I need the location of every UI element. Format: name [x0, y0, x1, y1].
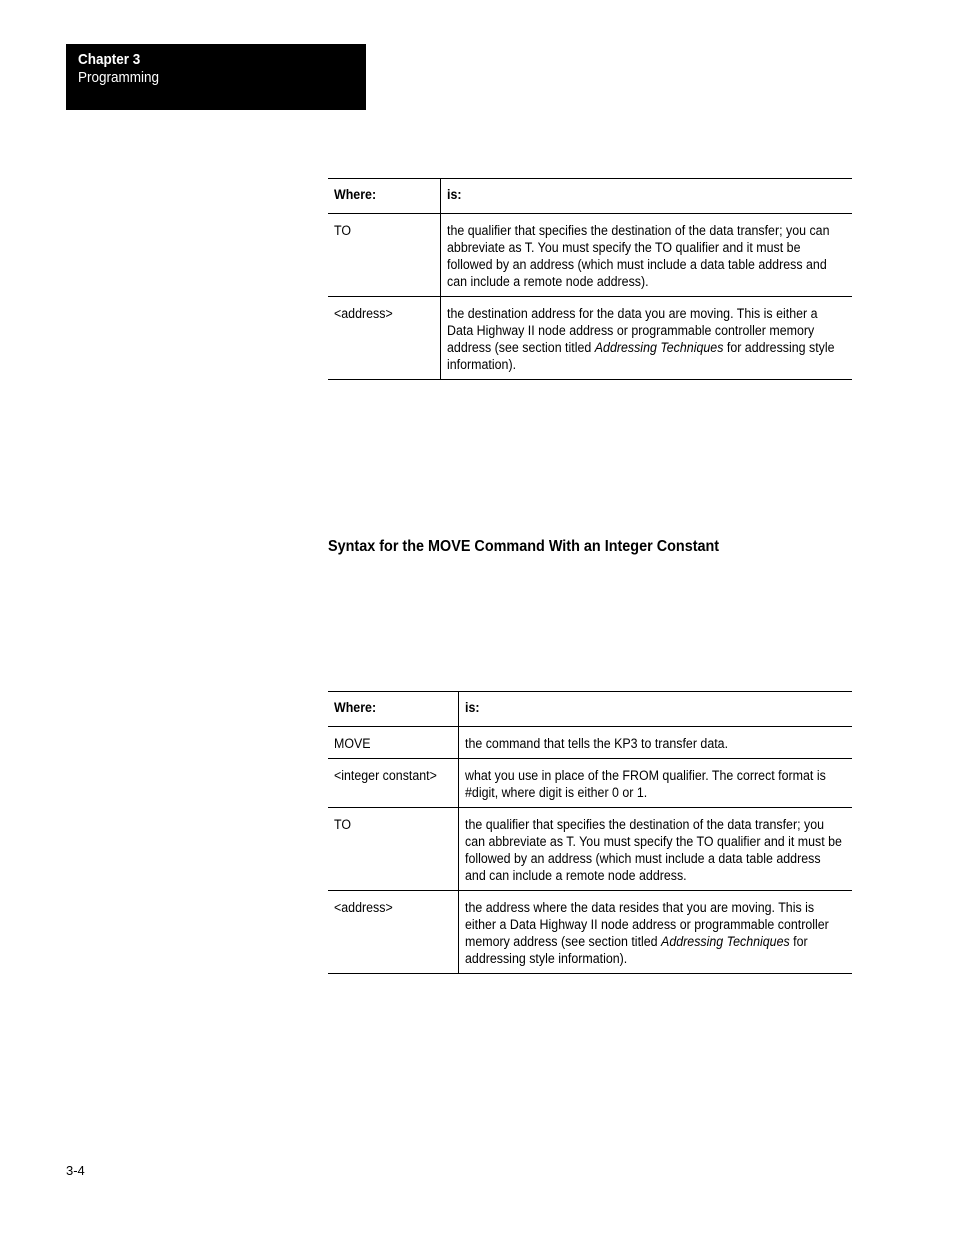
column-header-where: Where:	[328, 692, 459, 727]
definition-table-2	[328, 691, 852, 974]
chapter-header	[66, 44, 366, 110]
page-number: 3-4	[66, 1163, 85, 1178]
chapter-label: Chapter 3	[78, 51, 141, 68]
definition-table-1	[328, 178, 852, 380]
section-heading: Syntax for the MOVE Command With an Integer Constant	[328, 538, 720, 555]
column-header-where: Where:	[328, 179, 441, 214]
definition-cell: the address where the data resides that you are moving. This is either a Data Highway II node address or programmable controller memory address (see section titled Addressing Techniques for addressing style information).	[465, 900, 829, 966]
definition-cell: what you use in place of the FROM qualifier. The correct format is #digit, where digit is either 0 or 1.	[465, 768, 826, 800]
term-cell: <address>	[328, 297, 441, 380]
table-header-row	[328, 692, 852, 727]
table-row	[328, 297, 852, 380]
definition-cell: the qualifier that specifies the destination of the data transfer; you can abbreviate as T. You must specify the TO qualifier and it must be followed by an address (which must include a data table address and can include a remote node address).	[447, 223, 830, 289]
definition-cell: the qualifier that specifies the destination of the data transfer; you can abbreviate as T. You must specify the TO qualifier and it must be followed by an address (which must include a data table address and can include a remote node address.	[465, 817, 842, 883]
table-row	[328, 214, 852, 297]
term-cell: TO	[328, 808, 459, 891]
definition-cell: the command that tells the KP3 to transfer data.	[465, 736, 729, 751]
definition-cell: the destination address for the data you are moving. This is either a Data Highway II node address or programmable controller memory address (see section titled Addressing Techniques for addressing style information).	[447, 306, 835, 372]
table-row	[328, 759, 852, 808]
term-cell: <address>	[328, 891, 459, 974]
table-header-row	[328, 179, 852, 214]
chapter-title: Programming	[78, 69, 160, 86]
table-row	[328, 808, 852, 891]
column-header-is: is:	[447, 187, 462, 202]
term-cell: TO	[328, 214, 441, 297]
table-row	[328, 727, 852, 759]
term-cell: MOVE	[328, 727, 459, 759]
table-row	[328, 891, 852, 974]
column-header-is: is:	[465, 700, 480, 715]
term-cell: <integer constant>	[328, 759, 459, 808]
